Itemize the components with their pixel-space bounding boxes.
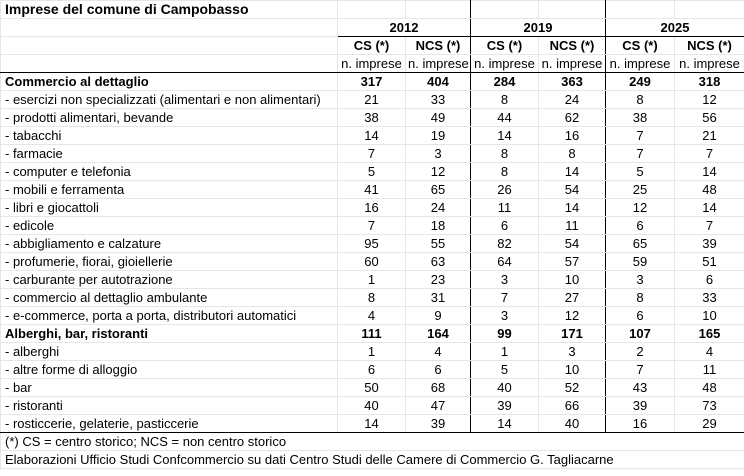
table-cell: 60 — [338, 253, 406, 271]
table-cell: 12 — [606, 199, 675, 217]
table-cell: 8 — [606, 289, 675, 307]
category-label: - altre forme di alloggio — [1, 361, 338, 379]
category-label: - e-commerce, porta a porta, distributori automatici — [1, 307, 338, 325]
table-cell: 6 — [471, 217, 539, 235]
table-cell: 54 — [539, 235, 606, 253]
table-cell: 19 — [406, 127, 471, 145]
table-cell: 33 — [406, 91, 471, 109]
table-cell: 14 — [539, 163, 606, 181]
table-cell: 12 — [539, 307, 606, 325]
table-cell: 1 — [338, 343, 406, 361]
unit-label: n. imprese — [406, 55, 471, 73]
table-cell: 38 — [338, 109, 406, 127]
table-cell: 8 — [606, 91, 675, 109]
table-cell: 6 — [338, 361, 406, 379]
category-label: - carburante per autotrazione — [1, 271, 338, 289]
table-row — [1, 163, 744, 181]
table-cell: 12 — [675, 91, 744, 109]
table-cell: 24 — [539, 91, 606, 109]
table-cell: 18 — [406, 217, 471, 235]
table-cell: 40 — [338, 397, 406, 415]
table-cell: 65 — [606, 235, 675, 253]
table-cell: 40 — [539, 415, 606, 433]
unit-label: n. imprese — [606, 55, 675, 73]
table-cell: 4 — [338, 307, 406, 325]
table-cell: 3 — [606, 271, 675, 289]
table-cell: 16 — [338, 199, 406, 217]
table-row — [1, 415, 744, 433]
table-cell: 5 — [606, 163, 675, 181]
unit-label: n. imprese — [675, 55, 744, 73]
table-cell: 68 — [406, 379, 471, 397]
table-cell: 9 — [406, 307, 471, 325]
table-cell: 171 — [539, 325, 606, 343]
table-cell: 48 — [675, 379, 744, 397]
table-cell: 164 — [406, 325, 471, 343]
table-cell: 65 — [406, 181, 471, 199]
table-row — [1, 325, 744, 343]
table-cell: 50 — [338, 379, 406, 397]
table-cell: 54 — [539, 181, 606, 199]
category-label: - bar — [1, 379, 338, 397]
table-cell: 62 — [539, 109, 606, 127]
table-cell: 8 — [539, 145, 606, 163]
table-cell: 4 — [675, 343, 744, 361]
table-cell: 318 — [675, 73, 744, 91]
table-row — [1, 361, 744, 379]
table-cell: 3 — [471, 271, 539, 289]
table-cell: 10 — [539, 271, 606, 289]
table-row — [1, 271, 744, 289]
year-header-2012: 2012 — [338, 19, 471, 37]
category-label: - libri e giocattoli — [1, 199, 338, 217]
table-cell: 55 — [406, 235, 471, 253]
table-cell: 51 — [675, 253, 744, 271]
table-cell: 44 — [471, 109, 539, 127]
table-cell: 43 — [606, 379, 675, 397]
table-cell: 1 — [471, 343, 539, 361]
table-cell: 11 — [539, 217, 606, 235]
table-cell: 363 — [539, 73, 606, 91]
table-row — [1, 127, 744, 145]
table-cell: 14 — [471, 415, 539, 433]
table-cell: 14 — [338, 415, 406, 433]
table-cell: 95 — [338, 235, 406, 253]
table-cell: 24 — [406, 199, 471, 217]
table-cell: 27 — [539, 289, 606, 307]
table-cell: 7 — [338, 217, 406, 235]
table-cell: 8 — [471, 163, 539, 181]
table-cell: 7 — [675, 217, 744, 235]
table-cell: 39 — [675, 235, 744, 253]
section-label: Commercio al dettaglio — [1, 73, 338, 91]
table-cell: 39 — [471, 397, 539, 415]
table-cell: 8 — [471, 145, 539, 163]
category-label: - ristoranti — [1, 397, 338, 415]
table-cell: 7 — [606, 145, 675, 163]
table-cell: 7 — [338, 145, 406, 163]
table-cell: 16 — [606, 415, 675, 433]
table-cell: 284 — [471, 73, 539, 91]
table-cell: 57 — [539, 253, 606, 271]
table-cell: 7 — [675, 145, 744, 163]
category-label: - rosticcerie, gelaterie, pasticcerie — [1, 415, 338, 433]
table-cell: 107 — [606, 325, 675, 343]
table-cell: 8 — [338, 289, 406, 307]
table-row — [1, 73, 744, 91]
column-header: CS (*) — [338, 37, 406, 55]
table-cell: 7 — [606, 361, 675, 379]
table-cell: 16 — [539, 127, 606, 145]
table-cell: 249 — [606, 73, 675, 91]
table-cell: 7 — [606, 127, 675, 145]
table-cell: 165 — [675, 325, 744, 343]
table-row — [1, 379, 744, 397]
table-row — [1, 235, 744, 253]
category-label: - prodotti alimentari, bevande — [1, 109, 338, 127]
table-cell: 66 — [539, 397, 606, 415]
table-cell: 47 — [406, 397, 471, 415]
year-header-2019: 2019 — [471, 19, 606, 37]
table-cell: 317 — [338, 73, 406, 91]
table-row — [1, 199, 744, 217]
column-header: NCS (*) — [406, 37, 471, 55]
category-label: - farmacie — [1, 145, 338, 163]
table-cell: 31 — [406, 289, 471, 307]
table-cell: 12 — [406, 163, 471, 181]
unit-label: n. imprese — [338, 55, 406, 73]
table-title: Imprese del comune di Campobasso — [1, 1, 338, 19]
category-label: - alberghi — [1, 343, 338, 361]
table-cell: 11 — [471, 199, 539, 217]
column-header: NCS (*) — [539, 37, 606, 55]
table-row — [1, 307, 744, 325]
table-cell: 404 — [406, 73, 471, 91]
table-cell: 2 — [606, 343, 675, 361]
table-cell: 6 — [606, 307, 675, 325]
category-label: - computer e telefonia — [1, 163, 338, 181]
table-cell: 23 — [406, 271, 471, 289]
table-cell: 56 — [675, 109, 744, 127]
footnote: Elaborazioni Ufficio Studi Confcommercio su dati Centro Studi delle Camere di Commercio G. Tagliacarne — [1, 451, 744, 469]
table-row — [1, 109, 744, 127]
table-cell: 3 — [471, 307, 539, 325]
column-header: CS (*) — [606, 37, 675, 55]
table-cell: 10 — [539, 361, 606, 379]
table-cell: 21 — [675, 127, 744, 145]
table-row — [1, 289, 744, 307]
table-cell: 99 — [471, 325, 539, 343]
table-cell: 5 — [471, 361, 539, 379]
unit-label: n. imprese — [539, 55, 606, 73]
table-cell: 52 — [539, 379, 606, 397]
year-header-2025: 2025 — [606, 19, 744, 37]
table-cell: 26 — [471, 181, 539, 199]
table-cell: 1 — [338, 271, 406, 289]
category-label: - edicole — [1, 217, 338, 235]
column-header: NCS (*) — [675, 37, 744, 55]
table-cell: 14 — [675, 163, 744, 181]
table-cell: 14 — [338, 127, 406, 145]
table-cell: 38 — [606, 109, 675, 127]
table-row — [1, 217, 744, 235]
table-row — [1, 397, 744, 415]
category-label: - abbigliamento e calzature — [1, 235, 338, 253]
table-cell: 8 — [471, 91, 539, 109]
table-cell: 49 — [406, 109, 471, 127]
unit-label: n. imprese — [471, 55, 539, 73]
table-row — [1, 253, 744, 271]
table-cell: 6 — [606, 217, 675, 235]
footnote: (*) CS = centro storico; NCS = non centro storico — [1, 433, 744, 451]
table-cell: 64 — [471, 253, 539, 271]
category-label: - profumerie, fiorai, gioiellerie — [1, 253, 338, 271]
category-label: - tabacchi — [1, 127, 338, 145]
column-header: CS (*) — [471, 37, 539, 55]
table-cell: 39 — [406, 415, 471, 433]
table-cell: 6 — [675, 271, 744, 289]
table-cell: 111 — [338, 325, 406, 343]
table-cell: 14 — [539, 199, 606, 217]
table-cell: 40 — [471, 379, 539, 397]
table-cell: 63 — [406, 253, 471, 271]
table-cell: 39 — [606, 397, 675, 415]
category-label: - esercizi non specializzati (alimentari e non alimentari) — [1, 91, 338, 109]
table-cell: 6 — [406, 361, 471, 379]
section-label: Alberghi, bar, ristoranti — [1, 325, 338, 343]
table-row — [1, 145, 744, 163]
table-cell: 14 — [471, 127, 539, 145]
table-cell: 14 — [675, 199, 744, 217]
table-cell: 3 — [406, 145, 471, 163]
table-cell: 11 — [675, 361, 744, 379]
table-cell: 5 — [338, 163, 406, 181]
table-row — [1, 91, 744, 109]
table-row — [1, 181, 744, 199]
table-cell: 82 — [471, 235, 539, 253]
table-cell: 10 — [675, 307, 744, 325]
table-cell: 4 — [406, 343, 471, 361]
table-cell: 25 — [606, 181, 675, 199]
table-cell: 41 — [338, 181, 406, 199]
table-cell: 7 — [471, 289, 539, 307]
table-cell: 3 — [539, 343, 606, 361]
table-cell: 29 — [675, 415, 744, 433]
category-label: - commercio al dettaglio ambulante — [1, 289, 338, 307]
table-cell: 59 — [606, 253, 675, 271]
table-row — [1, 343, 744, 361]
table-cell: 73 — [675, 397, 744, 415]
category-label: - mobili e ferramenta — [1, 181, 338, 199]
table-cell: 21 — [338, 91, 406, 109]
table-cell: 48 — [675, 181, 744, 199]
table-cell: 33 — [675, 289, 744, 307]
